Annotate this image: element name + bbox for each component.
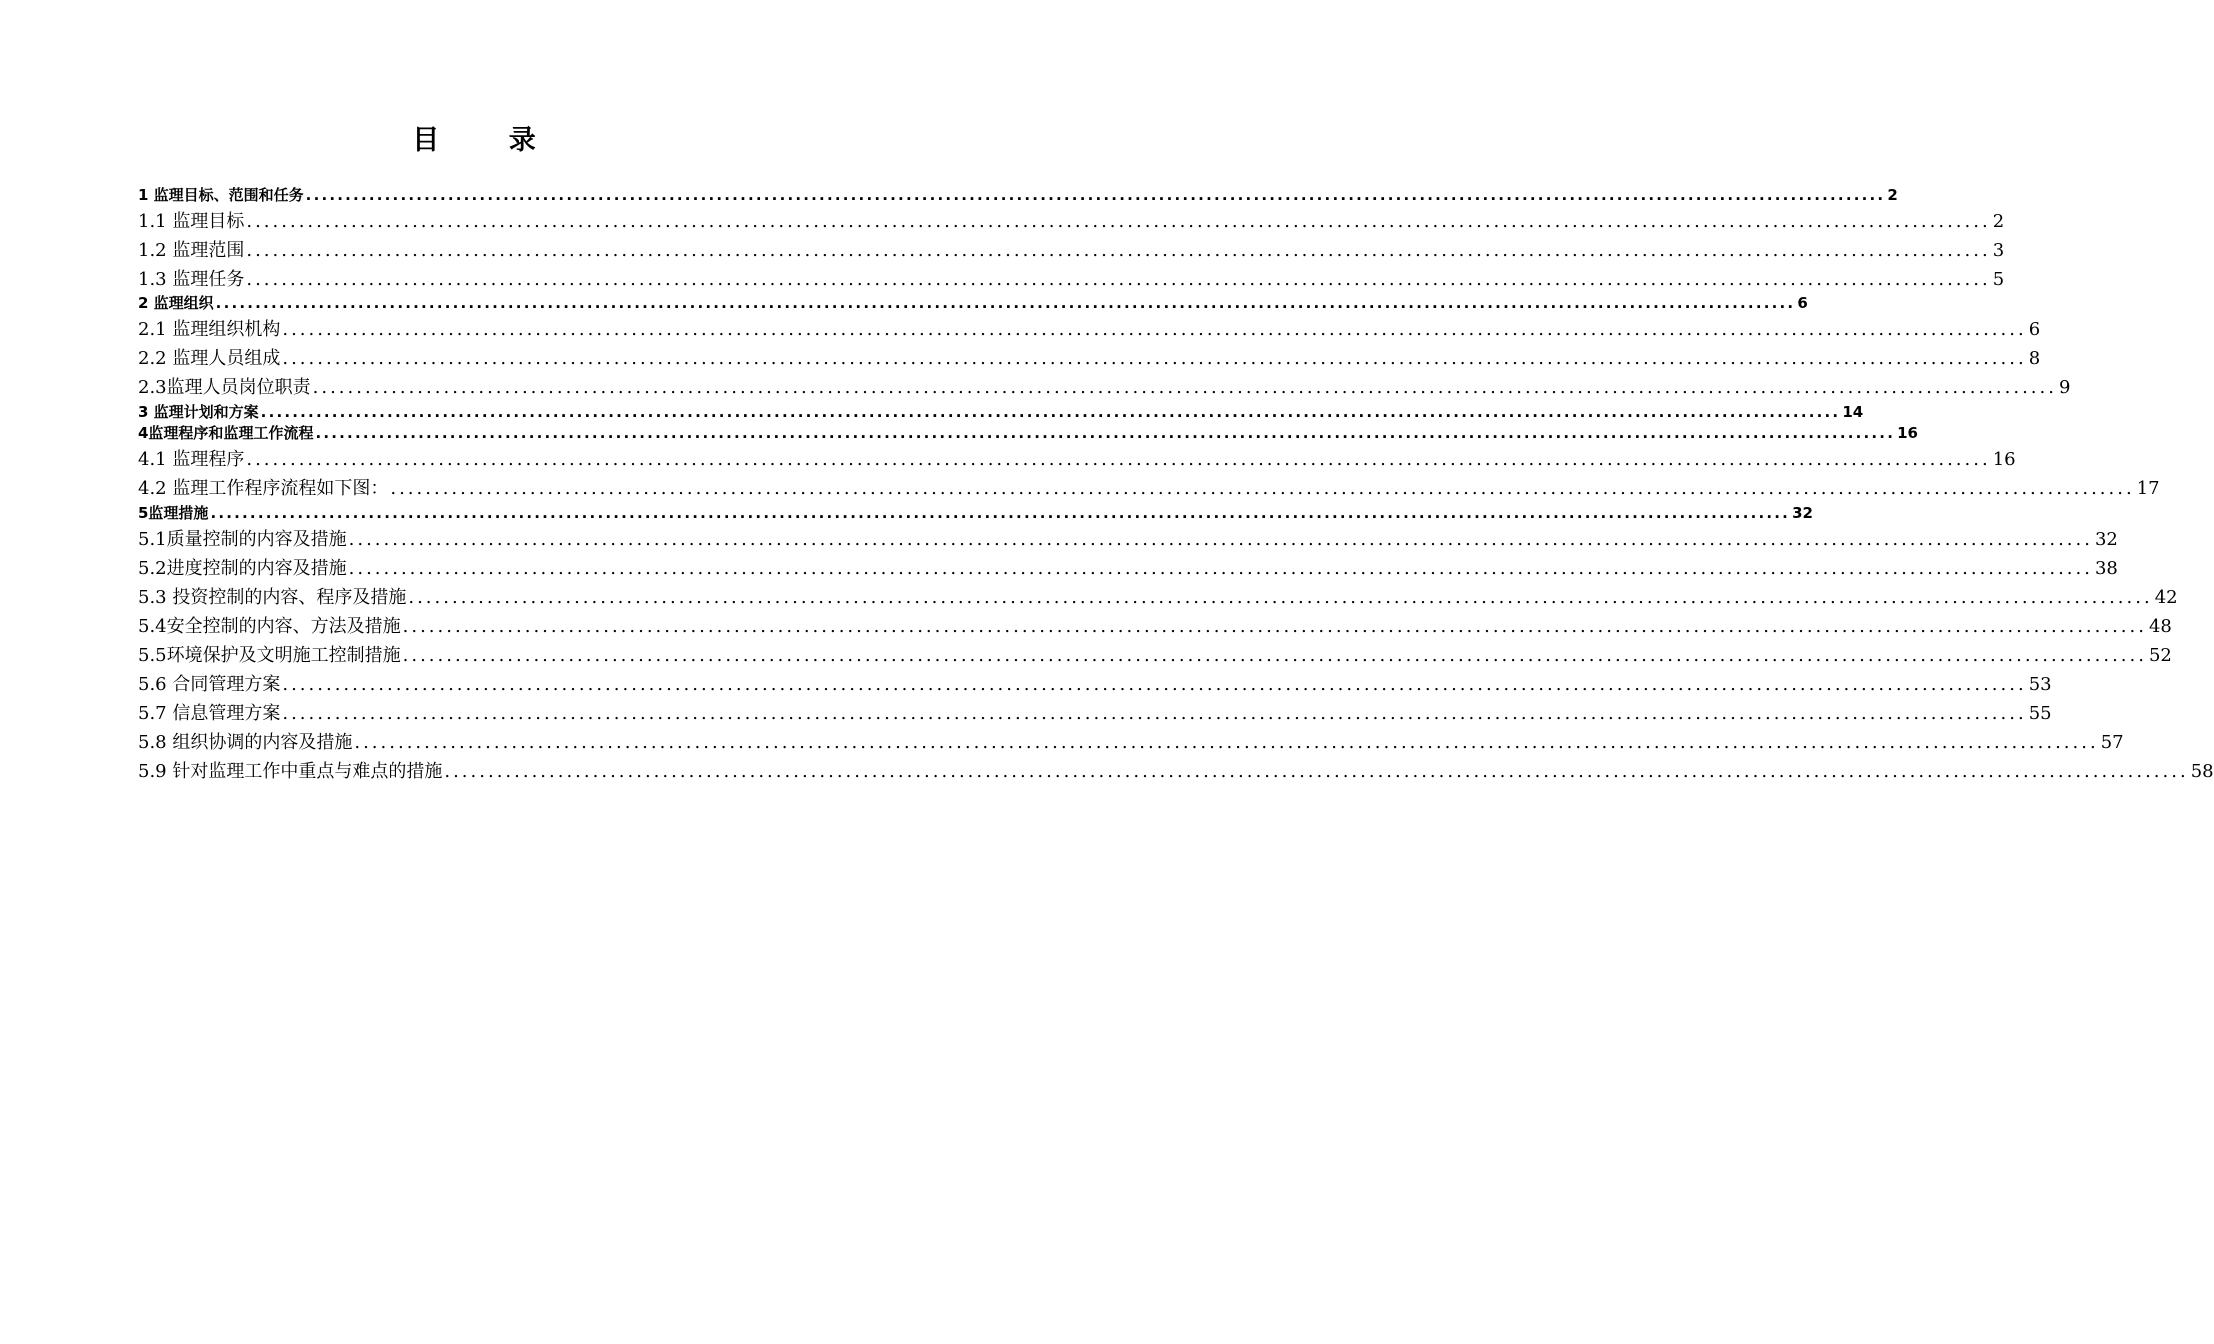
toc-entry-title: 5监理措施 (138, 503, 209, 522)
toc-entry-title: 2.1 监理组织机构 (138, 319, 281, 340)
toc-entry-title: 5.9 针对监理工作中重点与难点的措施 (138, 760, 443, 782)
toc-dot-leader: ........................................................................................................................................................................................................ (246, 210, 1991, 232)
toc-dot-leader: ........................................................................................................................................................................................................ (282, 673, 2027, 695)
toc-dot-leader: ........................................................................................................................................................................................................ (402, 615, 2147, 637)
toc-dot-leader: ........................................................................................................................................................................................................ (312, 377, 2057, 398)
toc-entry-section[interactable] (138, 442, 2016, 471)
toc-dot-leader: ........................................................................................................................................................................................................ (402, 644, 2147, 666)
toc-dot-leader: ........................................................................................................................................................................................................ (246, 449, 1991, 470)
toc-dot-leader: ........................................................................................................................................................................................................ (282, 702, 2027, 724)
toc-entry-title: 5.8 组织协调的内容及措施 (138, 731, 353, 753)
toc-entry-section[interactable] (138, 204, 2005, 233)
toc-entry-section[interactable] (138, 233, 2005, 262)
toc-entry-title: 1.1 监理目标 (138, 210, 245, 232)
toc-entry-title: 5.6 合同管理方案 (138, 673, 281, 695)
toc-entry-title: 4.1 监理程序 (138, 449, 245, 470)
toc-page-number: 2 (1887, 185, 1898, 204)
toc-page-number: 38 (2094, 557, 2118, 579)
toc-entry-title: 1.2 监理范围 (138, 239, 245, 261)
toc-title: 目 录 (412, 125, 566, 156)
toc-page-number: 16 (1992, 449, 2016, 470)
toc-entry-title: 5.5环境保护及文明施工控制措施 (138, 644, 401, 666)
toc-entry-section[interactable] (138, 370, 2071, 399)
toc-page-number: 5 (1992, 268, 2005, 290)
toc-entry-section[interactable] (138, 754, 2214, 783)
toc-page-number: 42 (2154, 586, 2178, 608)
toc-entry-section[interactable] (138, 580, 2178, 609)
toc-dot-leader: ........................................................................................................................................................................................................ (408, 586, 2153, 608)
toc-page-number: 52 (2148, 644, 2172, 666)
toc-page-number: 6 (2028, 319, 2041, 340)
toc-dot-leader: ........................................................................................................................................................................................................ (246, 239, 1991, 261)
toc-entry-chapter[interactable] (138, 291, 1808, 313)
toc-dot-leader: ........................................................................................................................................................................................................ (282, 319, 2027, 340)
toc-dot-leader: ........................................................................................................................................................................................................ (215, 294, 1796, 312)
toc-dot-leader: ........................................................................................................................................................................................................ (354, 731, 2099, 753)
toc-page-number: 17 (2136, 478, 2160, 499)
toc-dot-leader: ........................................................................................................................................................................................................ (282, 348, 2027, 369)
toc-page-number: 8 (2028, 348, 2041, 369)
toc-entry-title: 3 监理计划和方案 (138, 402, 259, 421)
toc-entry-section[interactable] (138, 609, 2172, 638)
toc-entry-section[interactable] (138, 725, 2124, 754)
toc-page-number: 6 (1797, 294, 1808, 312)
toc-dot-leader: ........................................................................................................................................................................................................ (305, 185, 1886, 204)
toc-dot-leader: ........................................................................................................................................................................................................ (210, 503, 1791, 522)
toc-entry-section[interactable] (138, 471, 2160, 500)
toc-entry-title: 4.2 监理工作程序流程如下图： (138, 478, 389, 499)
toc-dot-leader: ........................................................................................................................................................................................................ (315, 424, 1896, 442)
toc-entry-title: 2.2 监理人员组成 (138, 348, 281, 369)
toc-entry-title: 1.3 监理任务 (138, 268, 245, 290)
toc-entry-title: 5.4安全控制的内容、方法及措施 (138, 615, 401, 637)
toc-entry-section[interactable] (138, 638, 2172, 667)
toc-entry-title: 1 监理目标、范围和任务 (138, 185, 304, 204)
toc-dot-leader: ........................................................................................................................................................................................................ (348, 557, 2093, 579)
toc-page-number: 32 (2094, 528, 2118, 550)
toc-entry-section[interactable] (138, 312, 2041, 341)
toc-page-number: 14 (1842, 402, 1864, 421)
toc-entry-title: 5.2进度控制的内容及措施 (138, 557, 347, 579)
toc-entry-section[interactable] (138, 262, 2005, 291)
toc-page-number: 3 (1992, 239, 2005, 261)
toc-dot-leader: ........................................................................................................................................................................................................ (348, 528, 2093, 550)
toc-page-number: 2 (1992, 210, 2005, 232)
toc-entry-chapter[interactable] (138, 399, 1864, 421)
toc-dot-leader: ........................................................................................................................................................................................................ (246, 268, 1991, 290)
toc-entry-title: 4监理程序和监理工作流程 (138, 424, 314, 442)
toc-entry-section[interactable] (138, 522, 2118, 551)
toc-entry-section[interactable] (138, 551, 2118, 580)
toc-entry-title: 5.1质量控制的内容及措施 (138, 528, 347, 550)
toc-dot-leader: ........................................................................................................................................................................................................ (444, 760, 2189, 782)
toc-page-number: 55 (2028, 702, 2052, 724)
toc-entry-chapter[interactable] (138, 182, 1898, 204)
toc-page-number: 53 (2028, 673, 2052, 695)
toc-page-number: 57 (2100, 731, 2124, 753)
toc-page-number: 9 (2058, 377, 2071, 398)
toc-page-number: 48 (2148, 615, 2172, 637)
toc-entry-title: 2 监理组织 (138, 294, 214, 312)
toc-page-number: 16 (1897, 424, 1918, 442)
toc-dot-leader: ........................................................................................................................................................................................................ (390, 478, 2135, 499)
toc-entry-chapter[interactable] (138, 500, 1813, 522)
toc-entry-title: 5.7 信息管理方案 (138, 702, 281, 724)
toc-entry-section[interactable] (138, 696, 2052, 725)
toc-entry-section[interactable] (138, 341, 2041, 370)
toc-entry-chapter[interactable] (138, 421, 1918, 443)
toc-entry-title: 2.3监理人员岗位职责 (138, 377, 311, 398)
toc-page-number: 58 (2190, 760, 2214, 782)
toc-dot-leader: ........................................................................................................................................................................................................ (260, 402, 1841, 421)
toc-entry-section[interactable] (138, 667, 2052, 696)
toc-list (138, 182, 2214, 783)
toc-page-number: 32 (1792, 503, 1813, 522)
toc-entry-title: 5.3 投资控制的内容、程序及措施 (138, 586, 407, 608)
